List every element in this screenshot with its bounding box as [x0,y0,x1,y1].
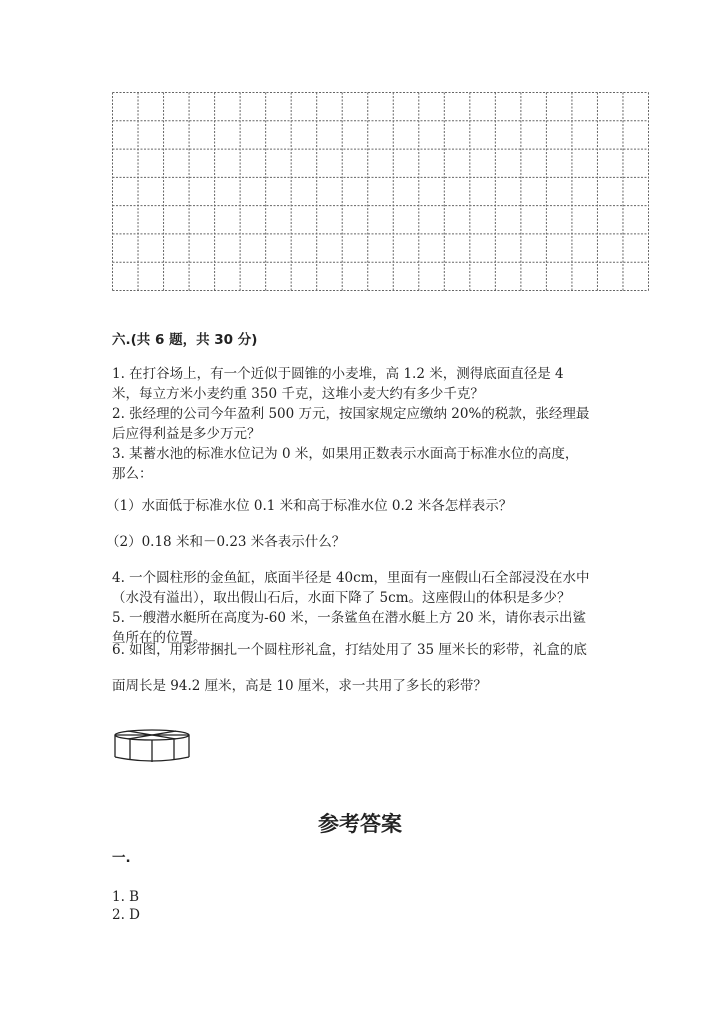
answer-item: 2. D [112,907,140,923]
answer-item: 1. B [112,889,140,905]
question-4-line-2: （水没有溢出），取出假山石后，水面下降了 5cm。这座假山的体积是多少？ [112,590,571,606]
question-3-part-2: （2）0.18 米和－0.23 米各表示什么？ [106,534,346,550]
question-3-line-1: 3. 某蓄水池的标准水位记为 0 米，如果用正数表示水面高于标准水位的高度， [112,446,579,462]
question-1-line-1: 1. 在打谷场上，有一个近似于圆锥的小麦堆，高 1.2 米，测得底面直径是 4 [112,366,564,382]
question-3-line-2: 那么： [112,466,153,482]
question-2-line-1: 2. 张经理的公司今年盈利 500 万元，按国家规定应缴纳 20%的税款，张经理最 [112,406,590,422]
cylinder-gift-box-figure [114,727,194,767]
writing-grid [112,92,649,291]
section-heading: 六.(共 6 题，共 30 分) [112,332,258,348]
question-6-line-2: 面周长是 94.2 厘米，高是 10 厘米，求一共用了多长的彩带？ [112,678,487,694]
question-3-part-1: （1）水面低于标准水位 0.1 米和高于标准水位 0.2 米各怎样表示？ [106,498,513,514]
question-2-line-2: 后应得利益是多少万元？ [112,426,261,442]
question-4-line-1: 4. 一个圆柱形的金鱼缸，底面半径是 40cm，里面有一座假山石全部浸没在水中 [112,570,590,586]
question-6-line-1: 6. 如图，用彩带捆扎一个圆柱形礼盒，打结处用了 35 厘米长的彩带，礼盒的底 [112,642,587,658]
question-5-line-2: 鱼所在的位置。 [112,630,207,646]
question-5-line-1: 5. 一艘潜水艇所在高度为-60 米，一条鲨鱼在潜水艇上方 20 米，请你表示出鲨 [112,610,586,626]
question-1-line-2: 米，每立方米小麦约重 350 千克，这堆小麦大约有多少千克？ [112,386,484,402]
answer-section-heading: 一. [112,850,131,866]
answer-key-title: 参考答案 [318,812,402,836]
